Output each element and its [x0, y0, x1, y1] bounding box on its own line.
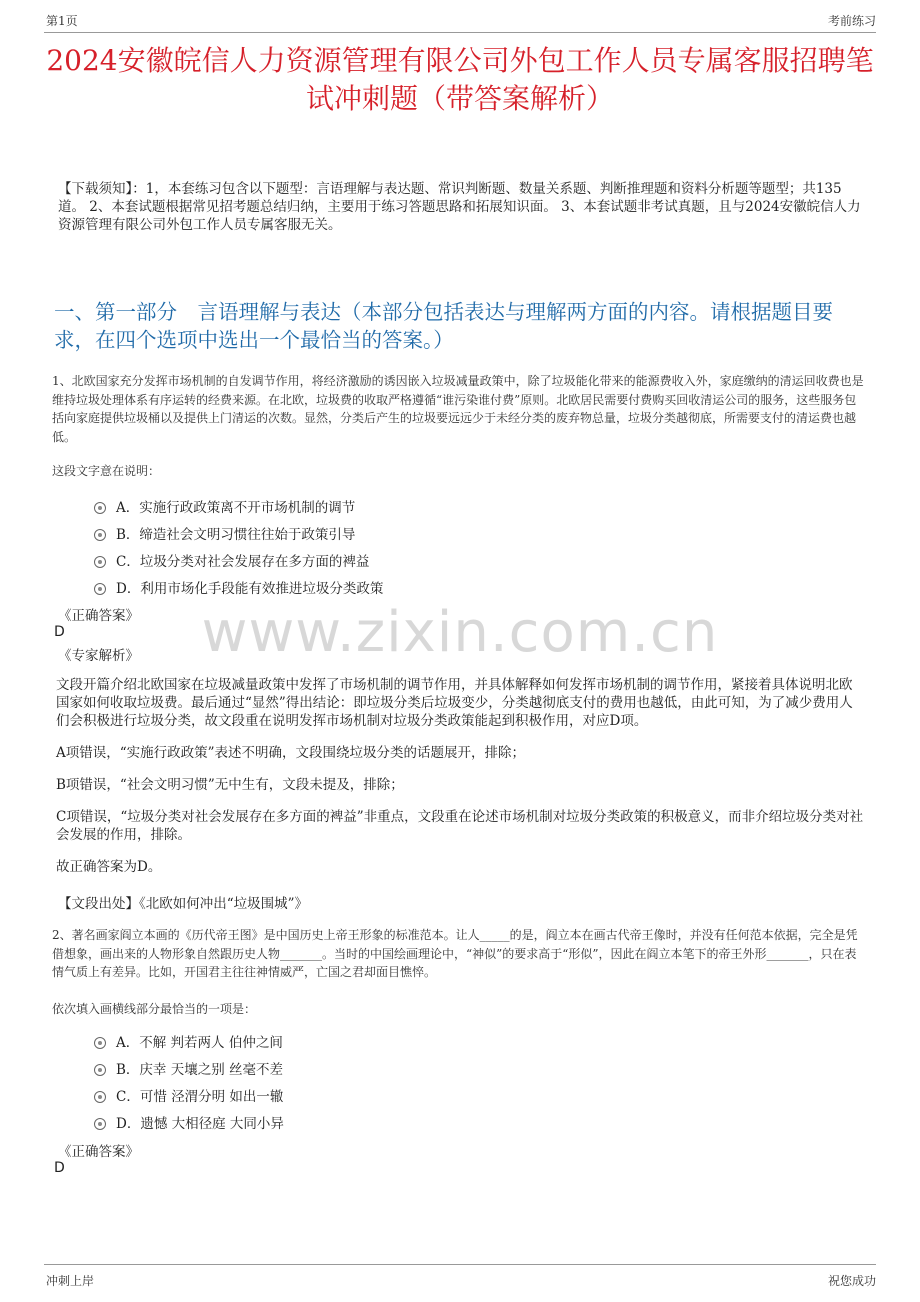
option-c[interactable]	[94, 546, 383, 573]
answer-value: D	[54, 624, 65, 640]
radio-icon[interactable]	[94, 502, 106, 514]
download-notice: 【下载须知】：1，本套练习包含以下题型：言语理解与表达题、常识判断题、数量关系题、判断推理题和资料分析题等题型；共135道。 2、本套试题根据常见招考题总结归纳，主要用于练习答题思路和拓展知识面。 3、本套试题非考试真题，且与2024安徽皖信人力资源管理有限公司外包工作人员专属客服无关。	[58, 181, 861, 233]
question-1-text: 1、北欧国家充分发挥市场机制的自发调节作用，将经济激励的诱因嵌入垃圾减量政策中，除了垃圾能化带来的能源费收入外，家庭缴纳的清运回收费也是维持垃圾处理体系有序运转的经费来源。在北欧，垃圾费的收取严格遵循“谁污染谁付费”原则。北欧居民需要付费购买回收清运公司的服务，这些服务包括向家庭提供垃圾桶以及提供上门清运的次数。显然，分类后产生的垃圾要远远少于未经分类的废弃物总量，垃圾分类越彻底，所需要支付的清运费也越低。	[52, 374, 864, 444]
analysis-label: 《专家解析》	[58, 648, 139, 664]
option-a[interactable]	[94, 1027, 284, 1054]
header-label: 考前练习	[827, 14, 876, 28]
option-label: B．缔造社会文明习惯往往始于政策引导	[116, 526, 356, 543]
option-label: B．庆幸 天壤之别 丝毫不差	[116, 1061, 284, 1078]
page-number: 第1页	[46, 14, 78, 28]
option-label: C．垃圾分类对社会发展存在多方面的裨益	[116, 553, 370, 570]
footer-right: 祝您成功	[827, 1274, 876, 1288]
analysis-option-b: B项错误，“社会文明习惯”无中生有，文段未提及，排除；	[56, 777, 404, 793]
radio-icon[interactable]	[94, 1064, 106, 1076]
option-label: A．实施行政政策离不开市场机制的调节	[116, 499, 356, 516]
option-label: A．不解 判若两人 伯仲之间	[116, 1034, 283, 1051]
document-title: 2024安徽皖信人力资源管理有限公司外包工作人员专属客服招聘笔试冲刺题（带答案解析）	[46, 44, 874, 115]
question-2-prompt: 依次填入画横线部分最恰当的一项是：	[52, 1002, 257, 1016]
question-2-text: 2、著名画家阎立本画的《历代帝王图》是中国历史上帝王形象的标准范本。让人_____的是，阎立本在画古代帝王像时，并没有任何范本依据，完全是凭借想象，画出来的人物形象自然跟历史人物_______。当时的中国绘画理论中，“神似”的要求高于“形似”，因此在阎立本笔下的帝王外形_______，只在表情气质上有差异。比如，开国君主往往神情威严，亡国之君却面目憔悴。	[52, 928, 858, 979]
footer-divider	[44, 1264, 876, 1265]
watermark: www.zixin.com.cn	[201, 600, 719, 665]
analysis-paragraph: 文段开篇介绍北欧国家在垃圾减量政策中发挥了市场机制的调节作用，并具体解释如何发挥市场机制的调节作用，紧接着具体说明北欧国家如何收取垃圾费。最后通过“显然”得出结论：即垃圾分类后垃圾变少，分类越彻底支付的费用也越低，由此可知，为了减少费用人们会积极进行垃圾分类，故文段重在说明发挥市场机制对垃圾分类政策能起到积极作用，对应D项。	[56, 677, 853, 729]
option-label: D．遗憾 大相径庭 大同小异	[116, 1115, 284, 1132]
option-d[interactable]	[94, 1108, 284, 1135]
header-divider	[44, 32, 876, 33]
analysis-conclusion: 故正确答案为D。	[56, 859, 162, 875]
option-label: D．利用市场化手段能有效推进垃圾分类政策	[116, 580, 384, 597]
analysis-option-c: C项错误，“垃圾分类对社会发展存在多方面的裨益”非重点，文段重在论述市场机制对垃圾分类政策的积极意义，而非介绍垃圾分类对社会发展的作用，排除。	[56, 809, 864, 843]
question-1-options	[94, 492, 383, 600]
passage-source: 【文段出处】《北欧如何冲出“垃圾围城”》	[58, 896, 309, 912]
radio-icon[interactable]	[94, 556, 106, 568]
option-c[interactable]	[94, 1081, 284, 1108]
answer-label: 《正确答案》	[58, 1144, 139, 1160]
radio-icon[interactable]	[94, 1091, 106, 1103]
section-heading: 一、第一部分 言语理解与表达（本部分包括表达与理解两方面的内容。请根据题目要求，在四个选项中选出一个最恰当的答案。）	[54, 300, 833, 352]
option-a[interactable]	[94, 492, 383, 519]
option-d[interactable]	[94, 573, 383, 600]
radio-icon[interactable]	[94, 583, 106, 595]
radio-icon[interactable]	[94, 529, 106, 541]
question-2-options	[94, 1027, 284, 1135]
question-1-prompt: 这段文字意在说明：	[52, 464, 161, 478]
option-b[interactable]	[94, 519, 383, 546]
option-b[interactable]	[94, 1054, 284, 1081]
footer-left: 冲刺上岸	[46, 1274, 95, 1288]
radio-icon[interactable]	[94, 1037, 106, 1049]
answer-label: 《正确答案》	[58, 608, 139, 624]
radio-icon[interactable]	[94, 1118, 106, 1130]
analysis-option-a: A项错误，“实施行政政策”表述不明确，文段围绕垃圾分类的话题展开，排除；	[56, 745, 526, 761]
option-label: C．可惜 泾渭分明 如出一辙	[116, 1088, 284, 1105]
answer-value: D	[54, 1160, 65, 1176]
